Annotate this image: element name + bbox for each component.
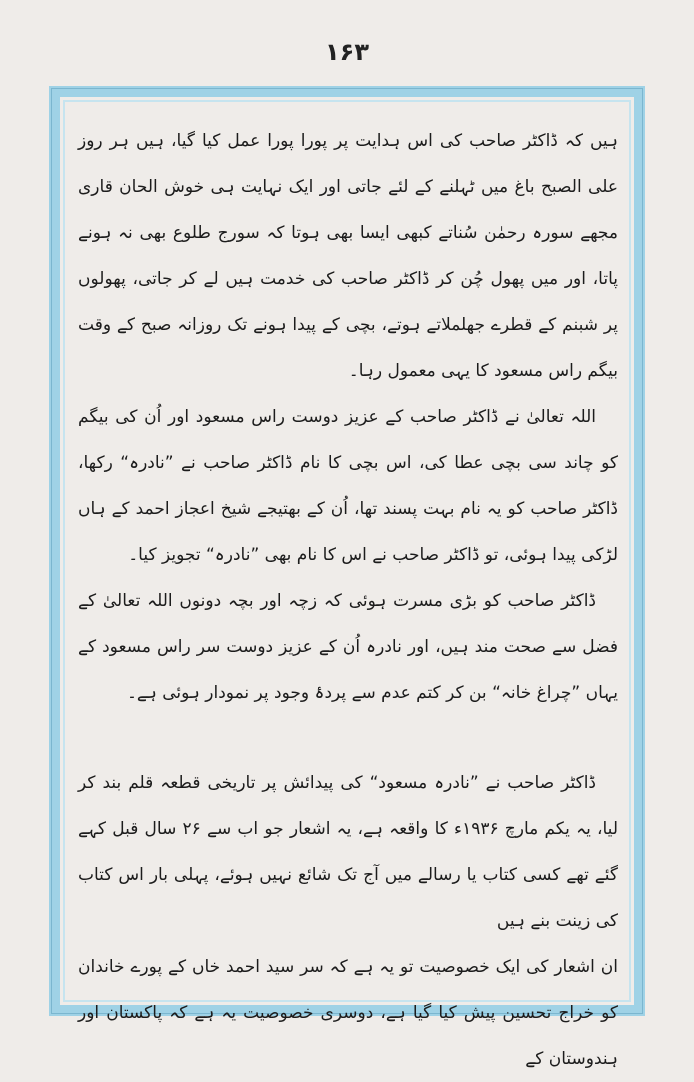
paragraph-2: اللہ تعالیٰ نے ڈاکٹر صاحب کے عزیز دوست راس مسعود اور اُن کی بیگم کو چاند سی بچی عطا کی، اس بچی کا نام ڈاکٹر صاحب نے ”نادرہ“ رکھا، ڈاکٹر صاحب کو یہ نام بہت پسند تھا، اُن کے بھتیجے شیخ اعجاز احمد کے ہاں لڑکی پیدا ہوئی، تو ڈاکٹر صاحب نے اس کا نام بھی ”نادرہ“ تجویز کیا۔ [78,407,618,565]
page-body [78,118,618,1069]
paragraph-4: ڈاکٹر صاحب نے ”نادرہ مسعود“ کی پیدائش پر تاریخی قطعہ قلم بند کر لیا، یہ یکم مارچ ۱۹۳۶ء کا واقعہ ہے، یہ اشعار جو اب سے ۲۶ سال قبل کہے گئے تھے کسی کتاب یا رسالے میں آج تک شائع نہیں ہوئے، پہلی بار اس کتاب کی زینت بنے ہیں [78,773,618,931]
paragraph-gap [78,716,618,760]
paragraph-1: ہیں کہ ڈاکٹر صاحب کی اس ہدایت پر پورا پورا عمل کیا گیا، ہیں ہر روز علی الصبح باغ میں ٹہلنے کے لئے جاتی اور ایک نہایت ہی خوش الحان قاری مجھے سورہ رحمٰن سُناتے کبھی ایسا بھی ہوتا کہ سورج طلوع بھی نہ ہونے پاتا، اور میں پھول چُن کر ڈاکٹر صاحب کی خدمت ہیں لے کر جاتی، پھولوں پر شبنم کے قطرے جھلملاتے ہوتے، بچی کے پیدا ہونے تک روزانہ صبح کے وقت بیگم راس مسعود کا یہی معمول رہا۔ [78,131,618,381]
page-number: ۱۶۳ [325,38,369,66]
paragraph-5: ان اشعار کی ایک خصوصیت تو یہ ہے کہ سر سید احمد خاں کے پورے خاندان کو خراج تحسین پیش کیا گیا ہے، دوسری خصوصیت یہ ہے کہ پاکستان اور ہندوستان کے [78,957,618,1069]
paragraph-3: ڈاکٹر صاحب کو بڑی مسرت ہوئی کہ زچہ اور بچہ دونوں اللہ تعالیٰ کے فضل سے صحت مند ہیں، اور نادرہ اُن کے عزیز دوست سر راس مسعود کے یہاں ”چراغ خانہ“ بن کر کتم عدم سے پردۂ وجود پر نمودار ہوئی ہے۔ [78,591,618,703]
